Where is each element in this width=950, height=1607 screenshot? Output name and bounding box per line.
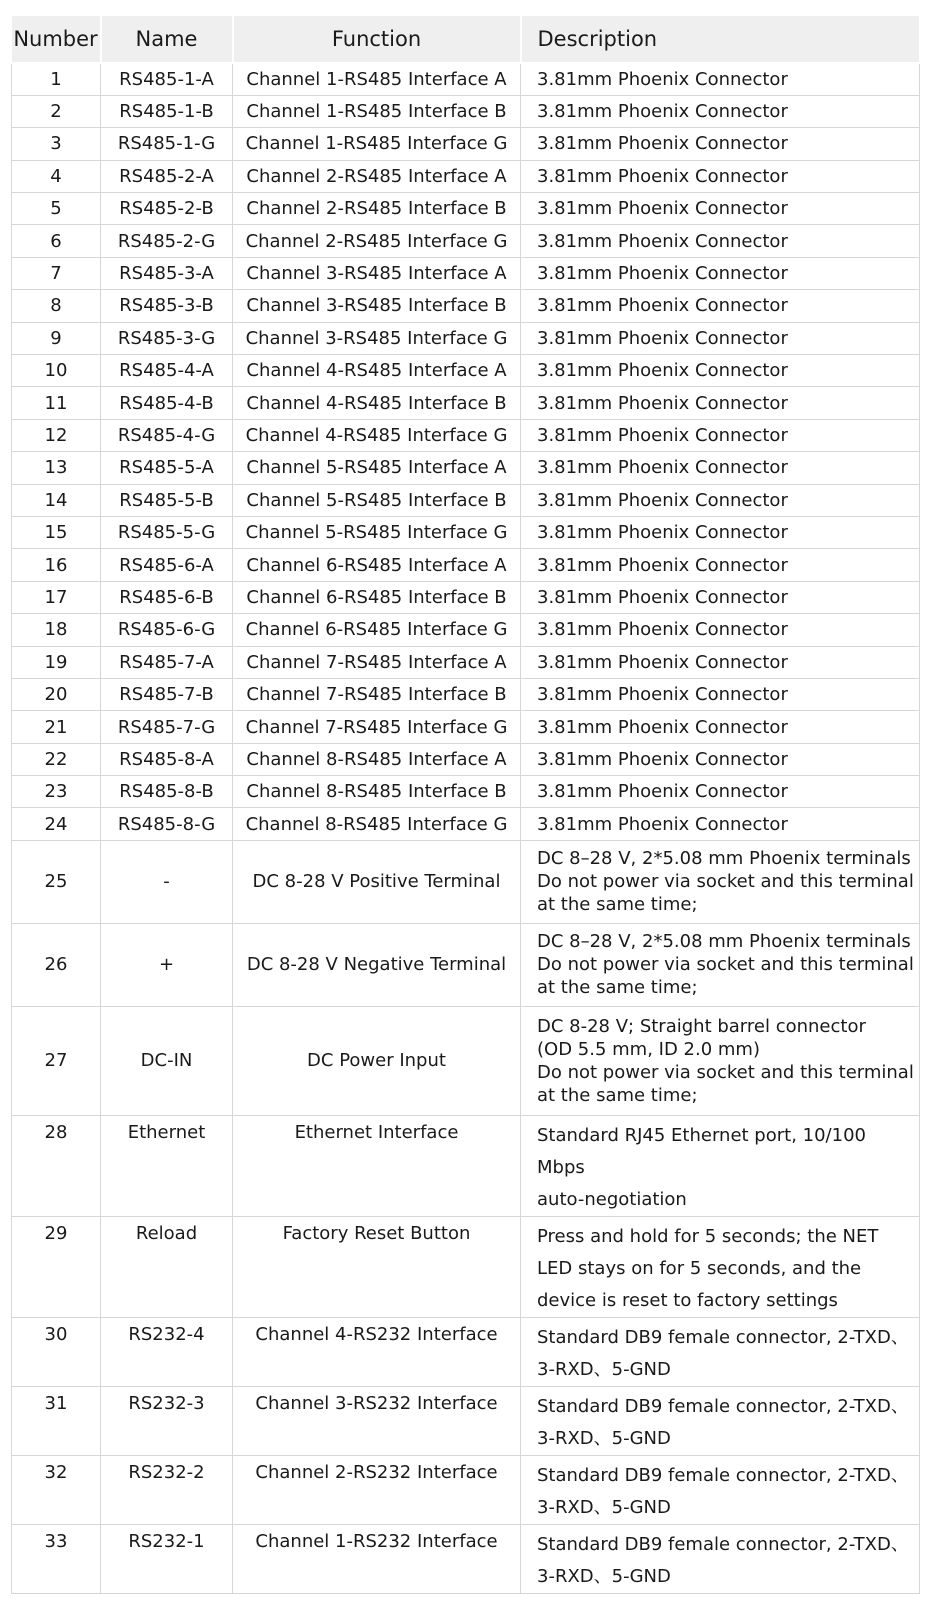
cell-number: 25 xyxy=(12,840,101,923)
table-row xyxy=(12,95,920,127)
header-description: Description xyxy=(521,16,920,63)
cell-number: 30 xyxy=(12,1317,101,1386)
table-row xyxy=(12,1455,920,1524)
cell-name: RS485-3-G xyxy=(101,322,233,354)
table-row xyxy=(12,387,920,419)
cell-description: 3.81mm Phoenix Connector xyxy=(521,225,920,257)
cell-name: RS485-7-G xyxy=(101,711,233,743)
cell-function: Ethernet Interface xyxy=(233,1115,521,1216)
cell-number: 11 xyxy=(12,387,101,419)
cell-name: RS232-3 xyxy=(101,1386,233,1455)
cell-number: 12 xyxy=(12,419,101,451)
cell-name: RS485-8-G xyxy=(101,808,233,840)
table-row xyxy=(12,711,920,743)
table-row xyxy=(12,322,920,354)
cell-number: 6 xyxy=(12,225,101,257)
cell-description: 3.81mm Phoenix Connector xyxy=(521,776,920,808)
cell-name: RS485-5-B xyxy=(101,484,233,516)
cell-name: RS485-1-G xyxy=(101,128,233,160)
cell-name: RS485-5-A xyxy=(101,452,233,484)
cell-description: 3.81mm Phoenix Connector xyxy=(521,516,920,548)
header-function: Function xyxy=(233,16,521,63)
cell-name: RS232-2 xyxy=(101,1455,233,1524)
cell-description: 3.81mm Phoenix Connector xyxy=(521,419,920,451)
cell-number: 21 xyxy=(12,711,101,743)
table-row xyxy=(12,452,920,484)
table-row xyxy=(12,776,920,808)
cell-name: RS485-1-A xyxy=(101,63,233,95)
cell-function: Channel 4-RS485 Interface G xyxy=(233,419,521,451)
cell-number: 29 xyxy=(12,1216,101,1317)
table-row xyxy=(12,128,920,160)
cell-description: Standard DB9 female connector, 2-TXD、 3-RXD、5-GND xyxy=(521,1455,920,1524)
cell-number: 23 xyxy=(12,776,101,808)
cell-function: Channel 2-RS485 Interface B xyxy=(233,193,521,225)
table-row xyxy=(12,743,920,775)
cell-name: RS485-2-B xyxy=(101,193,233,225)
cell-number: 20 xyxy=(12,678,101,710)
cell-function: Channel 5-RS485 Interface G xyxy=(233,516,521,548)
cell-function: Channel 6-RS485 Interface B xyxy=(233,581,521,613)
cell-description: 3.81mm Phoenix Connector xyxy=(521,711,920,743)
cell-name: Ethernet xyxy=(101,1115,233,1216)
cell-description: 3.81mm Phoenix Connector xyxy=(521,290,920,322)
cell-name: RS485-3-B xyxy=(101,290,233,322)
cell-name: RS485-1-B xyxy=(101,95,233,127)
cell-name: RS485-3-A xyxy=(101,257,233,289)
cell-function: Channel 8-RS485 Interface A xyxy=(233,743,521,775)
cell-name: RS485-2-A xyxy=(101,160,233,192)
cell-description: 3.81mm Phoenix Connector xyxy=(521,193,920,225)
cell-function: Channel 3-RS485 Interface B xyxy=(233,290,521,322)
cell-function: Channel 8-RS485 Interface G xyxy=(233,808,521,840)
cell-description: DC 8–28 V, 2*5.08 mm Phoenix terminals Do not power via socket and this terminal at the same time; xyxy=(521,840,920,923)
table-row xyxy=(12,516,920,548)
cell-name: RS485-6-G xyxy=(101,614,233,646)
table-row xyxy=(12,257,920,289)
cell-description: 3.81mm Phoenix Connector xyxy=(521,128,920,160)
cell-name: RS232-4 xyxy=(101,1317,233,1386)
cell-number: 14 xyxy=(12,484,101,516)
table-row xyxy=(12,549,920,581)
cell-number: 7 xyxy=(12,257,101,289)
cell-function: Channel 2-RS485 Interface A xyxy=(233,160,521,192)
header-number: Number xyxy=(12,16,101,63)
cell-number: 27 xyxy=(12,1006,101,1115)
cell-description: 3.81mm Phoenix Connector xyxy=(521,484,920,516)
cell-description: 3.81mm Phoenix Connector xyxy=(521,743,920,775)
cell-function: Channel 5-RS485 Interface B xyxy=(233,484,521,516)
cell-function: Channel 1-RS485 Interface B xyxy=(233,95,521,127)
cell-description: 3.81mm Phoenix Connector xyxy=(521,387,920,419)
cell-description: 3.81mm Phoenix Connector xyxy=(521,549,920,581)
cell-function: Channel 7-RS485 Interface B xyxy=(233,678,521,710)
cell-description: DC 8–28 V, 2*5.08 mm Phoenix terminals Do not power via socket and this terminal at the same time; xyxy=(521,923,920,1006)
cell-function: Channel 4-RS485 Interface A xyxy=(233,355,521,387)
table-row xyxy=(12,614,920,646)
table-row xyxy=(12,63,920,95)
cell-function: DC 8-28 V Negative Terminal xyxy=(233,923,521,1006)
table-row xyxy=(12,678,920,710)
cell-description: 3.81mm Phoenix Connector xyxy=(521,355,920,387)
cell-name: RS485-4-B xyxy=(101,387,233,419)
cell-number: 24 xyxy=(12,808,101,840)
cell-description: 3.81mm Phoenix Connector xyxy=(521,581,920,613)
cell-function: Channel 1-RS485 Interface G xyxy=(233,128,521,160)
cell-function: Channel 2-RS485 Interface G xyxy=(233,225,521,257)
cell-number: 33 xyxy=(12,1524,101,1593)
cell-description: 3.81mm Phoenix Connector xyxy=(521,646,920,678)
cell-number: 4 xyxy=(12,160,101,192)
table-row xyxy=(12,808,920,840)
table-row xyxy=(12,225,920,257)
table-row xyxy=(12,484,920,516)
cell-description: 3.81mm Phoenix Connector xyxy=(521,63,920,95)
cell-function: Channel 3-RS232 Interface xyxy=(233,1386,521,1455)
cell-function: Factory Reset Button xyxy=(233,1216,521,1317)
table-row xyxy=(12,1006,920,1115)
cell-number: 5 xyxy=(12,193,101,225)
cell-name: + xyxy=(101,923,233,1006)
cell-number: 15 xyxy=(12,516,101,548)
cell-function: Channel 8-RS485 Interface B xyxy=(233,776,521,808)
cell-function: DC 8-28 V Positive Terminal xyxy=(233,840,521,923)
cell-name: RS485-6-B xyxy=(101,581,233,613)
cell-number: 22 xyxy=(12,743,101,775)
table-row xyxy=(12,1317,920,1386)
cell-description: Press and hold for 5 seconds; the NET LED stays on for 5 seconds, and the device is reset to factory settings xyxy=(521,1216,920,1317)
cell-description: 3.81mm Phoenix Connector xyxy=(521,808,920,840)
table-row xyxy=(12,355,920,387)
cell-number: 28 xyxy=(12,1115,101,1216)
cell-number: 31 xyxy=(12,1386,101,1455)
cell-number: 10 xyxy=(12,355,101,387)
table-row xyxy=(12,1216,920,1317)
table-row xyxy=(12,419,920,451)
cell-function: Channel 3-RS485 Interface G xyxy=(233,322,521,354)
table-row xyxy=(12,923,920,1006)
cell-number: 2 xyxy=(12,95,101,127)
cell-description: 3.81mm Phoenix Connector xyxy=(521,257,920,289)
cell-function: Channel 5-RS485 Interface A xyxy=(233,452,521,484)
cell-description: 3.81mm Phoenix Connector xyxy=(521,614,920,646)
cell-number: 3 xyxy=(12,128,101,160)
cell-number: 16 xyxy=(12,549,101,581)
cell-description: DC 8-28 V; Straight barrel connector (OD 5.5 mm, ID 2.0 mm) Do not power via socket and this terminal at the same time; xyxy=(521,1006,920,1115)
cell-function: Channel 1-RS232 Interface xyxy=(233,1524,521,1593)
cell-description: Standard RJ45 Ethernet port, 10/100 Mbps auto-negotiation xyxy=(521,1115,920,1216)
table-row xyxy=(12,840,920,923)
cell-function: Channel 7-RS485 Interface A xyxy=(233,646,521,678)
cell-number: 1 xyxy=(12,63,101,95)
cell-name: RS232-1 xyxy=(101,1524,233,1593)
table-row xyxy=(12,193,920,225)
cell-name: RS485-4-A xyxy=(101,355,233,387)
cell-function: Channel 6-RS485 Interface G xyxy=(233,614,521,646)
table-row xyxy=(12,1524,920,1593)
cell-name: RS485-8-A xyxy=(101,743,233,775)
cell-function: Channel 4-RS232 Interface xyxy=(233,1317,521,1386)
cell-number: 19 xyxy=(12,646,101,678)
cell-function: Channel 6-RS485 Interface A xyxy=(233,549,521,581)
cell-function: Channel 2-RS232 Interface xyxy=(233,1455,521,1524)
cell-description: 3.81mm Phoenix Connector xyxy=(521,322,920,354)
cell-number: 18 xyxy=(12,614,101,646)
table-row xyxy=(12,581,920,613)
cell-name: RS485-7-B xyxy=(101,678,233,710)
cell-number: 9 xyxy=(12,322,101,354)
cell-name: RS485-6-A xyxy=(101,549,233,581)
table-row xyxy=(12,1115,920,1216)
cell-description: 3.81mm Phoenix Connector xyxy=(521,678,920,710)
cell-name: RS485-8-B xyxy=(101,776,233,808)
table-row xyxy=(12,160,920,192)
cell-function: Channel 1-RS485 Interface A xyxy=(233,63,521,95)
cell-description: 3.81mm Phoenix Connector xyxy=(521,452,920,484)
table-row xyxy=(12,646,920,678)
table-row xyxy=(12,1386,920,1455)
cell-description: 3.81mm Phoenix Connector xyxy=(521,160,920,192)
cell-name: - xyxy=(101,840,233,923)
cell-name: DC-IN xyxy=(101,1006,233,1115)
cell-description: Standard DB9 female connector, 2-TXD、 3-RXD、5-GND xyxy=(521,1524,920,1593)
cell-description: 3.81mm Phoenix Connector xyxy=(521,95,920,127)
cell-function: Channel 3-RS485 Interface A xyxy=(233,257,521,289)
cell-function: Channel 4-RS485 Interface B xyxy=(233,387,521,419)
cell-name: RS485-4-G xyxy=(101,419,233,451)
cell-number: 13 xyxy=(12,452,101,484)
cell-name: Reload xyxy=(101,1216,233,1317)
cell-number: 8 xyxy=(12,290,101,322)
cell-function: DC Power Input xyxy=(233,1006,521,1115)
cell-name: RS485-5-G xyxy=(101,516,233,548)
table-row xyxy=(12,290,920,322)
cell-description: Standard DB9 female connector, 2-TXD、 3-RXD、5-GND xyxy=(521,1386,920,1455)
interface-table xyxy=(11,16,921,1594)
cell-name: RS485-7-A xyxy=(101,646,233,678)
cell-name: RS485-2-G xyxy=(101,225,233,257)
header-row xyxy=(12,16,920,63)
cell-number: 26 xyxy=(12,923,101,1006)
cell-number: 17 xyxy=(12,581,101,613)
cell-function: Channel 7-RS485 Interface G xyxy=(233,711,521,743)
cell-description: Standard DB9 female connector, 2-TXD、 3-RXD、5-GND xyxy=(521,1317,920,1386)
cell-number: 32 xyxy=(12,1455,101,1524)
header-name: Name xyxy=(101,16,233,63)
